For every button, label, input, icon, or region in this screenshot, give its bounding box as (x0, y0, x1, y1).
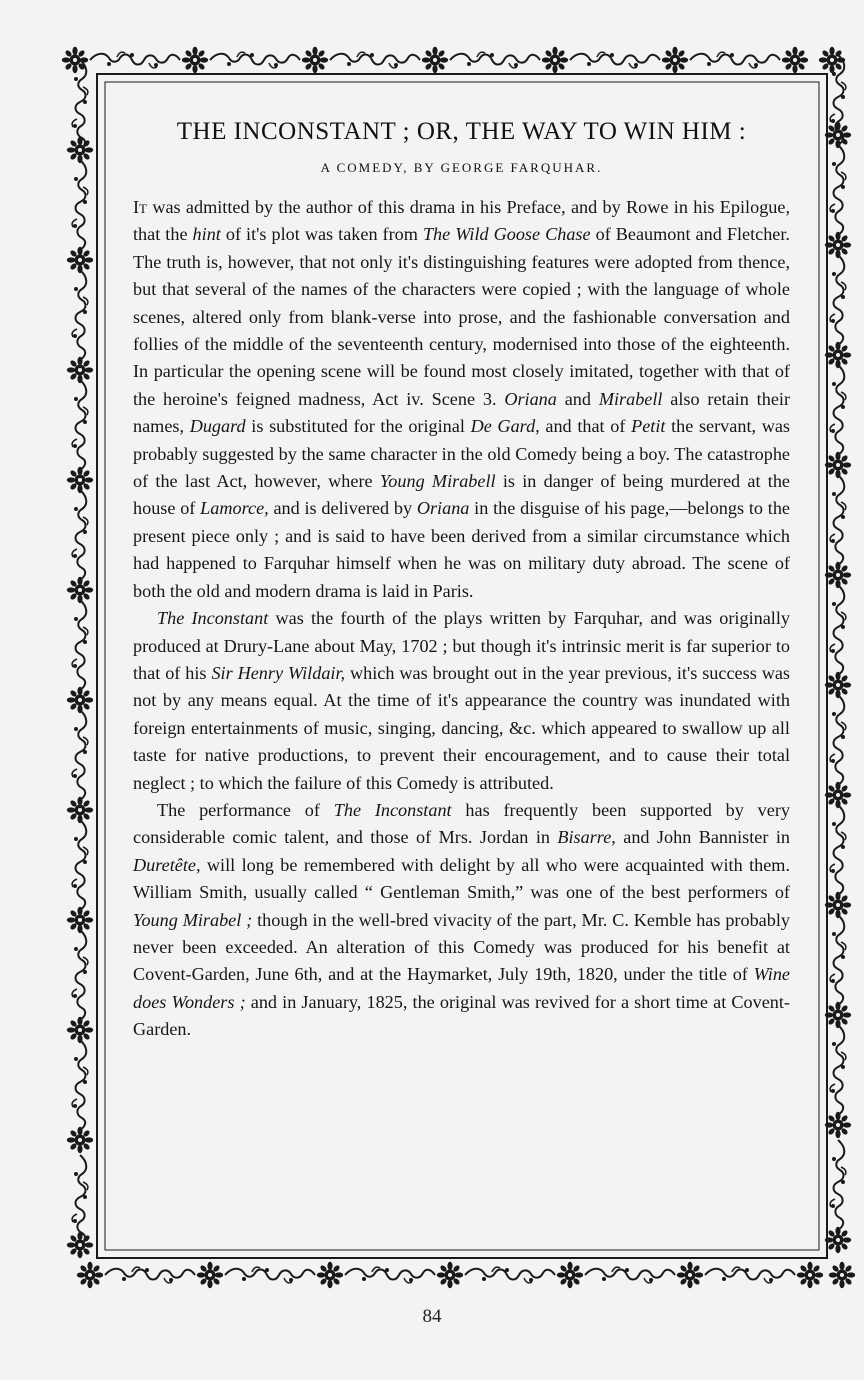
text-run: has frequently been supported by very considerable comic talent, and those of Mrs. Jordan in (133, 799, 790, 848)
page-title: THE INCONSTANT ; OR, THE WAY TO WIN HIM : (176, 118, 747, 145)
italic-text: Lamorce, (200, 498, 269, 519)
paragraph-3 (133, 797, 790, 1044)
italic-text: Sir Henry Wildair, (211, 662, 346, 683)
text-run: will long be remembered with delight by all who were acquainted with them. William Smith, usually called “ Gentleman Smith,” was one of the best performers of (133, 854, 790, 903)
text-run: of Beaumont and Fletcher. The truth is, however, that not only it's distinguishing features were adopted from thence, but that several of the names of the characters were copied ; with the language of whole scenes, altered only from blank-verse into prose, and the fashionable conversation and follies of the middle of the seventeenth century, modernised into those of the eighteenth. In particular the opening scene will be found most closely imitated, together with that of the heroine's feigned madness, Act iv. Scene 3. (133, 224, 790, 409)
text-run: The performance of (157, 799, 334, 820)
text-run: and is delivered by (268, 498, 417, 519)
border-bottom (77, 1262, 855, 1288)
text-run: which was brought out in the year previous, it's success was not by any means equal. At the time of it's appearance the country was inundated with foreign entertainments of music, singing, dancing, &c. which appeared to swallow up all taste for native productions, to prevent their encouragement, and to cause their total neglect ; to which the failure of this Comedy is attributed. (133, 662, 790, 793)
border-top (62, 47, 845, 73)
border-right (825, 55, 851, 1253)
italic-text: hint (192, 224, 221, 245)
text-run: and (556, 388, 599, 409)
italic-text: The Wild Goose Chase (422, 224, 591, 245)
italic-text: Wine does Wonders ; (133, 964, 790, 1012)
italic-text: Mirabell (598, 388, 663, 409)
text-run: also retain their names, (133, 388, 790, 437)
text-run: and in January, 1825, the original was revived for a short time at Covent-Garden. (133, 991, 790, 1040)
text-run: the servant, was probably suggested by the same character in the old Comedy being a boy. The catastrophe of the last Act, however, where (133, 416, 790, 492)
subtitle: A COMEDY, BY GEORGE FARQUHAR. (320, 160, 603, 175)
italic-text: Petit (631, 416, 666, 437)
text-run: and John Bannister in (615, 827, 790, 848)
italic-text: De Gard, (470, 416, 540, 437)
paragraph-2 (133, 605, 790, 797)
border-left (67, 60, 93, 1258)
italic-text: Young Mirabell (379, 471, 496, 492)
text-run: is in danger of being murdered at the house of (133, 471, 791, 519)
italic-text: The Inconstant (333, 799, 452, 820)
text-run: is substituted for the original (245, 416, 471, 437)
drop-word: It (133, 197, 147, 217)
text-run: was the fourth of the plays written by Farquhar, and was originally produced at Drury-Lane about May, 1702 ; but though it's intrinsic merit is far superior to that of his (133, 608, 790, 683)
paragraph-1 (133, 194, 790, 605)
italic-text: Duretête, (133, 854, 201, 875)
text-run: though in the well-bred vivacity of the part, Mr. C. Kemble has probably never been exceeded. An alteration of this Comedy was produced for his benefit at Covent-Garden, June 6th, and at the Haymarket, July 19th, 1820, under the title of (133, 909, 790, 985)
page-number: 84 (422, 1306, 442, 1327)
italic-text: The Inconstant (157, 608, 269, 629)
text-run: was admitted by the author of this drama in his Preface, and by Rowe in his Epilogue, that the (133, 197, 790, 245)
text-run: and that of (539, 416, 632, 437)
text-run: of it's plot was taken from (220, 224, 423, 245)
italic-text: Oriana (416, 498, 470, 519)
italic-text: Bisarre, (557, 827, 616, 848)
italic-text: Oriana (504, 388, 557, 409)
italic-text: Dugard (189, 416, 246, 437)
italic-text: Young Mirabel ; (133, 909, 253, 930)
text-run: in the disguise of his page,—belongs to the present piece only ; and is said to have been derived from a similar circumstance which had happened to Farquhar himself when he was on military duty abroad. The scene of both the old and modern drama is laid in Paris. (133, 498, 791, 601)
text-frame (133, 118, 790, 1044)
